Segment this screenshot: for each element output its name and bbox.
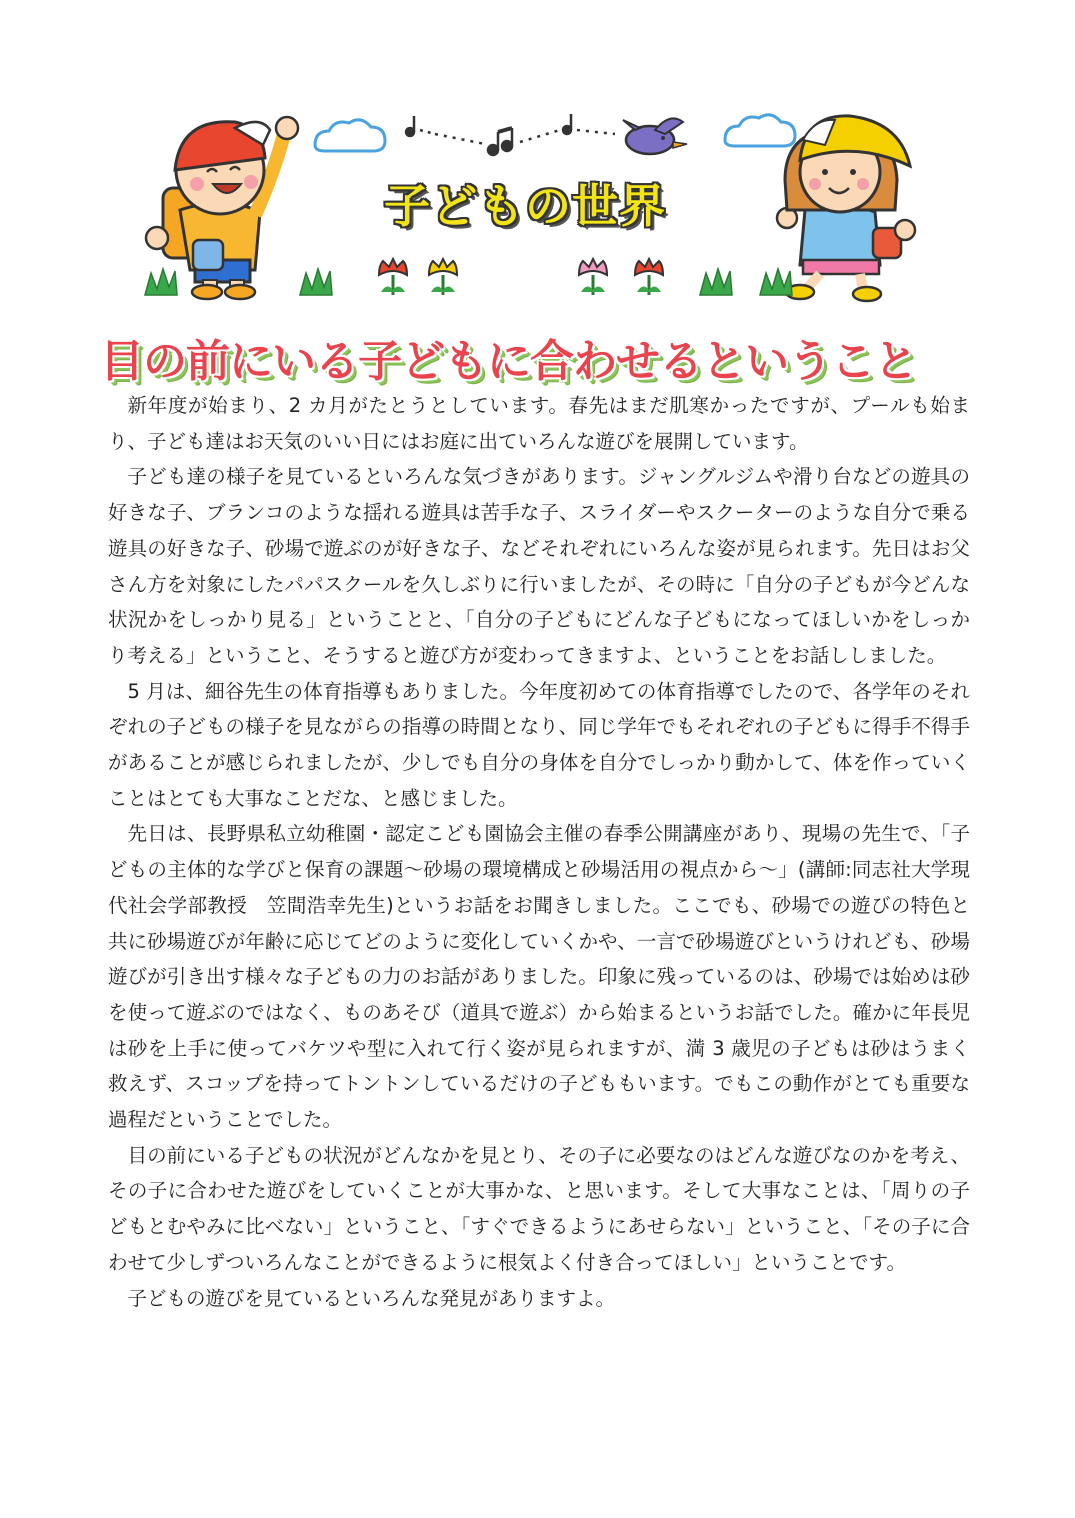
cloud-icon (315, 120, 385, 151)
tulip-icon (635, 259, 663, 295)
paragraph: 子どもの遊びを見ているといろんな発見がありますよ。 (127, 1286, 616, 1310)
paragraph: 新年度が始まり、2 カ月がたとうとしています。春先はまだ肌寒かったですが、プールも始まり、子ども達はお天気のいい日にはお庭に出ていろんな遊びを展開しています。 (108, 394, 970, 453)
boy-illustration (146, 117, 298, 299)
paragraph: 5 月は、細谷先生の体育指導もありました。今年度初めての体育指導でしたので、各学年のそれぞれの子どもの様子を見ながらの指導の時間となり、同じ学年でもそれぞれの子どもに得手不得手があることが感じられましたが、少しでも自分の身体を自分でしっかり動かして、体を作っていくことはとても大事なことだな、と感じました。 (108, 679, 970, 810)
cloud-icon (725, 115, 795, 146)
tulip-icon (579, 259, 607, 295)
paragraph: 子ども達の様子を見ているといろんな気づきがあります。ジャングルジムや滑り台などの遊具の好きな子、ブランコのような揺れる遊具は苦手な子、スライダーやスクーターのような自分で乗る遊具の好きな子、砂場で遊ぶのが好きな子、などそれぞれにいろんな姿が見られます。先日はお父さん方を対象にしたパパスクールを久しぶりに行いましたが、その時に「自分の子どもが今どんな状況かをしっかり見る」ということと、「自分の子どもにどんな子どもになってほしいかをしっかり考える」ということ、そうすると遊び方が変わってきますよ、ということをお話ししました。 (108, 465, 970, 667)
article-body (108, 388, 970, 1316)
tulip-icon (429, 259, 457, 295)
music-note-icon (406, 114, 615, 155)
paragraph: 目の前にいる子どもの状況がどんなかを見とり、その子に必要なのはどんな遊びなのかを考え、その子に合わせた遊びをしていくことが大事かな、と思います。そして大事なことは、「周りの子どもとむやみに比べない」ということ、「すぐできるようにあせらない」ということ、「その子に合わせて少しずついろんなことができるように根気よく付き合ってほしい」ということです。 (108, 1143, 970, 1274)
paragraph: 先日は、長野県私立幼稚園・認定こども園協会主催の春季公開講座があり、現場の先生で、「子どもの主体的な学びと保育の課題～砂場の環境構成と砂場活用の視点から～」(講師:同志社大学現代社会学部教授 笠間浩幸先生)というお話をお聞きしました。ここでも、砂場での遊びの特色と共に砂場遊びが年齢に応じてどのように変化していくかや、一言で砂場遊びというけれども、砂場遊びが引き出す様々な子どもの力のお話がありました。印象に残っているのは、砂場では始めは砂を使って遊ぶのではなく、ものあそび（道具で遊ぶ）から始まるというお話でした。確かに年長児は砂を上手に使ってバケツや型に入れて行く姿が見られますが、満 3 歳児の子どもは砂はうまく救えず、スコップを持ってトントンしているだけの子どももいます。でもこの動作がとても重要な過程だということでした。 (108, 822, 970, 1132)
tulip-icon (379, 259, 407, 295)
masthead (135, 100, 935, 310)
bird-icon (623, 118, 687, 154)
girl-illustration (777, 116, 915, 301)
masthead-title: 子どもの世界 (384, 179, 666, 233)
article-headline: 目の前にいる子どもに合わせるということ (100, 336, 917, 387)
